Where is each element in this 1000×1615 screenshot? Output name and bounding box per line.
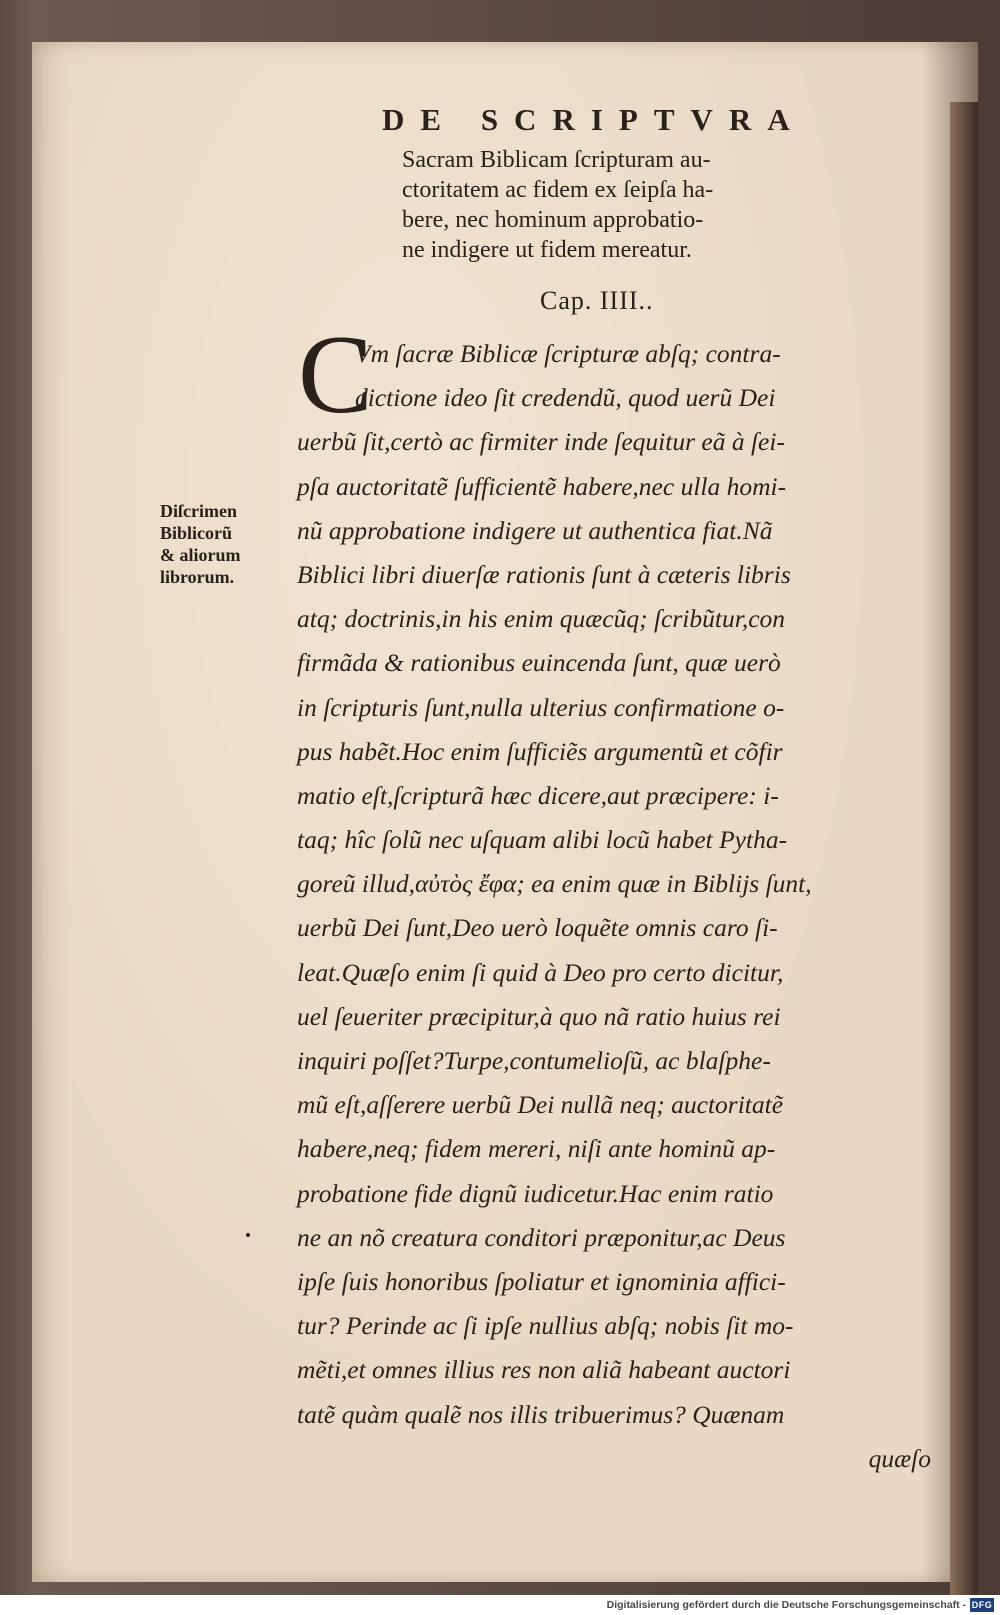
chapter-title-line: Sacram Biblicam ſcripturam au-	[402, 147, 711, 173]
body-line: uerbũ ſit,certò ac firmiter inde ſequitur eã à ſei-	[297, 427, 785, 457]
drop-cap-initial: C	[298, 313, 373, 437]
body-line: goreũ illud,αὐτὸς ἔφα; ea enim quæ in Biblijs ſunt,	[297, 869, 812, 899]
running-head: DE SCRIPTVRA	[382, 102, 806, 137]
body-line: mũ eſt,aſſerere uerbũ Dei nullã neq; auctoritatẽ	[297, 1090, 784, 1120]
body-line: inquiri poſſet?Turpe,contumelioſũ, ac blaſphe-	[297, 1046, 771, 1075]
body-line: tatẽ quàm qualẽ nos illis tribuerimus? Quænam	[297, 1399, 785, 1429]
body-line: atq; doctrinis,in his enim quæcũq; ſcribũtur,con	[297, 604, 786, 634]
body-line: Biblici libri diuerſæ rationis ſunt à cæteris libris	[297, 559, 791, 589]
marginal-note-line: librorum.	[160, 567, 235, 587]
body-line: in ſcripturis ſunt,nulla ulterius confirmatione o-	[297, 692, 785, 722]
body-line: pus habẽt.Hoc enim ſufficiẽs argumentũ et cõfir	[297, 736, 783, 766]
body-line: uerbũ Dei ſunt,Deo uerò loquẽte omnis caro ſi-	[297, 913, 778, 943]
marginal-note-line: & aliorum	[160, 545, 241, 565]
chapter-title	[402, 145, 862, 265]
body-line: firmãda & rationibus euincenda ſunt, quæ uerò	[297, 648, 781, 678]
body-line: ipſe ſuis honoribus ſpoliatur et ignominia affici-	[297, 1266, 786, 1296]
body-line: tur? Perinde ac ſi ipſe nullius abſq; nobis ſit mo-	[297, 1311, 794, 1341]
body-line: taq; hîc ſolũ nec uſquam alibi locũ habet Pytha-	[297, 825, 788, 855]
dfg-logo-icon: DFG	[971, 1600, 993, 1610]
body-line: uel ſeueriter præcipitur,à quo nã ratio huius rei	[297, 1001, 781, 1031]
body-line: dictione ideo ſit credendũ, quod uerũ Dei	[355, 383, 776, 413]
body-line: habere,neq; fidem mereri, niſi ante hominũ ap-	[297, 1134, 776, 1164]
chapter-title-line: ctoritatem ac fidem ex ſeipſa ha-	[402, 177, 714, 203]
chapter-number: Cap. IIII..	[540, 286, 654, 315]
body-line: matio eſt,ſcripturã hæc dicere,aut præcipere: i-	[297, 780, 779, 810]
marginal-note-line: Biblicorũ	[160, 523, 233, 543]
marginal-note	[160, 500, 290, 588]
body-line: ne an nõ creatura conditori præponitur,ac Deus	[297, 1222, 786, 1252]
page-edge-shadow	[950, 102, 978, 1602]
body-line: mẽti,et omnes illius res non aliã habeant auctori	[297, 1355, 791, 1385]
chapter-title-line: ne indigere ut fidem mereatur.	[402, 237, 692, 263]
body-text	[297, 332, 937, 1481]
ink-speck	[246, 1233, 250, 1237]
body-line: probatione fide dignũ iudicetur.Hac enim ratio	[297, 1178, 774, 1208]
body-line: Vm ſacræ Biblicæ ſcripturæ abſq; contra-	[355, 339, 781, 368]
body-line: nũ approbatione indigere ut authentica fiat.Nã	[297, 515, 773, 545]
body-line: pſa auctoritatẽ ſufficientẽ habere,nec ulla homi-	[297, 471, 787, 501]
catchword: quæſo	[868, 1443, 931, 1473]
chapter-title-line: bere, nec hominum approbatio-	[402, 207, 704, 233]
marginal-note-line: Diſcrimen	[160, 501, 237, 521]
footer-credit: Digitalisierung gefördert durch die Deutsche Forschungsgemeinschaft -	[606, 1599, 966, 1611]
body-line: leat.Quæſo enim ſi quid à Deo pro certo dicitur,	[297, 957, 784, 987]
